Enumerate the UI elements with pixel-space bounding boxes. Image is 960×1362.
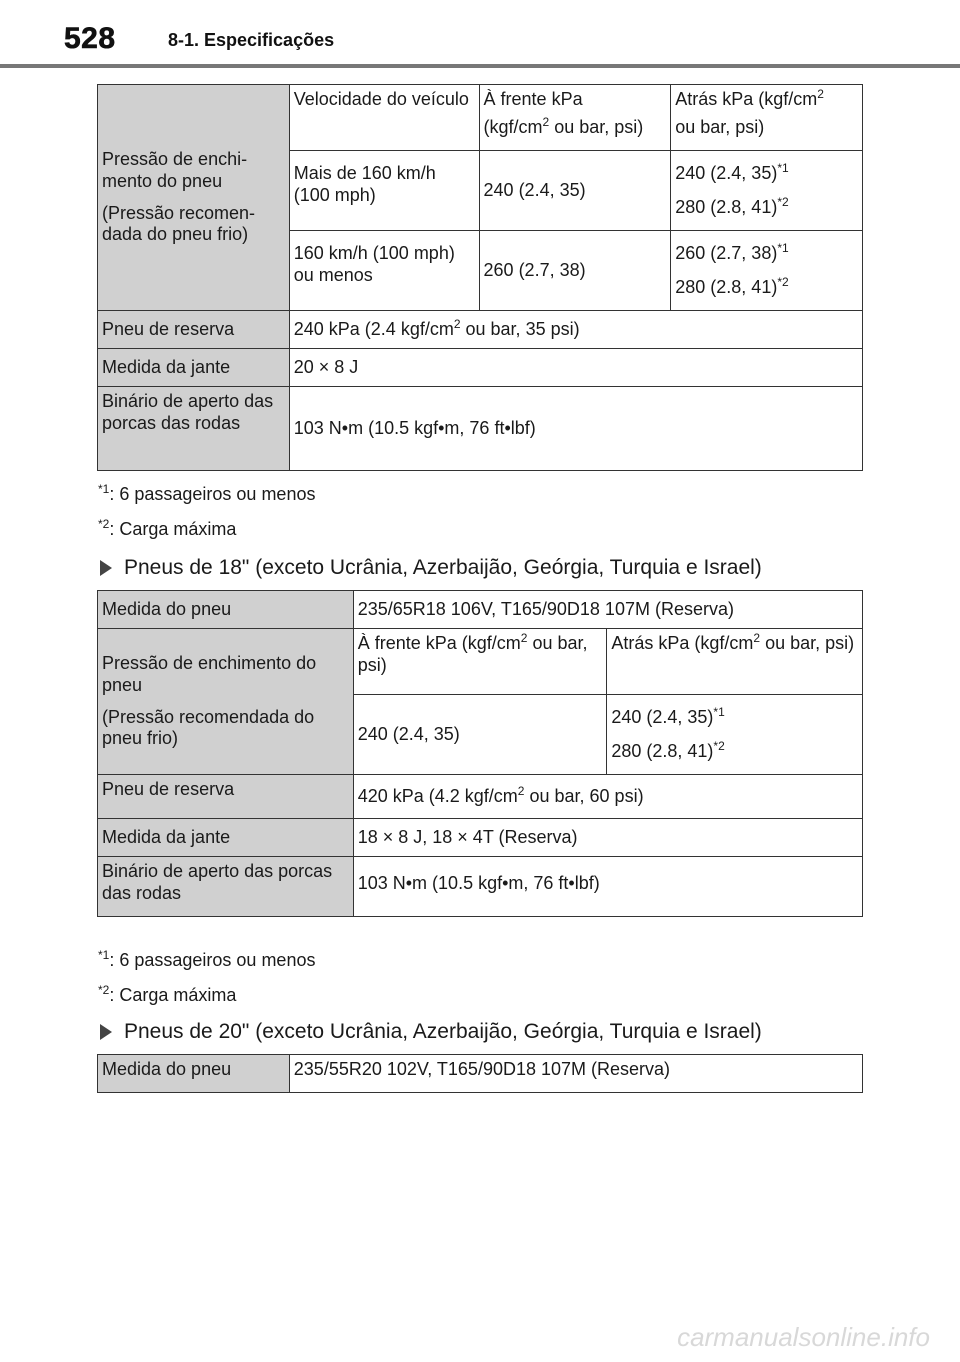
torque-value: 103 N•m (10.5 kgf•m, 76 ft•lbf) <box>289 387 862 471</box>
spare-label: Pneu de reserva <box>98 311 290 349</box>
speed-row2: 160 km/h (100 mph) ou menos <box>289 231 479 311</box>
speed-row1: Mais de 160 km/h (100 mph) <box>289 151 479 231</box>
watermark: carmanualsonline.info <box>677 1322 930 1352</box>
pressure-label-cell <box>98 85 290 311</box>
page-header <box>0 0 960 68</box>
pressure-label-cell: Pressão de enchimento do pneu (Pressão recomendada do pneu frio) <box>98 629 354 775</box>
footnote-3: $^{*1}$: 6 passageiros ou menos <box>98 948 316 970</box>
rim-value: 20 × 8 J <box>289 349 862 387</box>
spare-value: 420 kPa (4.2 kgf/$cm^2$ ou bar, 60 psi) <box>353 775 862 819</box>
footnote-1: $^{*1}$: 6 passageiros ou menos <box>98 482 316 504</box>
footnote-4: $^{*2}$: Carga máxima <box>98 983 237 1005</box>
footnote-2: $^{*2}$: Carga máxima <box>98 517 237 539</box>
pressure-label-main: Pressão de enchi-mento do pneu <box>102 148 248 191</box>
rim-value: 18 × 8 J, 18 × 4T (Reserva) <box>353 819 862 857</box>
tire-spec-table-3 <box>97 1054 863 1093</box>
header-rule <box>0 64 960 68</box>
front-header: À frente kPa ($kgf/cm^2$ ou bar, psi) <box>353 629 607 695</box>
rear-row2: 260 (2.7, 38)$^{*1}$ 280 (2.8, 41)$^{*2}$ <box>671 231 863 311</box>
speed-header: Velocidade do veículo <box>289 85 479 151</box>
rear-header: Atrás kPa ($kgf/cm^2$ ou bar, psi) <box>607 629 863 695</box>
pressure-label-sub: (Pressão recomen-dada do pneu frio) <box>102 202 256 245</box>
heading-20-inch: Pneus de 20" (exceto Ucrânia, Azerbaijão, Geórgia, Turquia e Israel) <box>100 1020 762 1044</box>
front-header: À frente kPa ($kgf/cm^2$ ou bar, psi) <box>479 85 671 151</box>
page-number: 528 <box>64 22 116 55</box>
rear-value: 240 (2.4, 35)$^{*1}$ 280 (2.8, 41)$^{*2}$ <box>607 695 863 775</box>
rim-label: Medida da jante <box>98 819 354 857</box>
rear-header: Atrás kPa ($kgf/cm^2$ ou bar, psi) <box>671 85 863 151</box>
heading-18-inch: Pneus de 18" (exceto Ucrânia, Azerbaijão, Geórgia, Turquia e Israel) <box>100 556 762 580</box>
torque-label: Binário de aperto das porcas das rodas <box>98 387 290 471</box>
triangle-bullet-icon <box>100 1024 112 1040</box>
torque-value: 103 N•m (10.5 kgf•m, 76 ft•lbf) <box>353 857 862 917</box>
size-label: Medida do pneu <box>98 591 354 629</box>
torque-label: Binário de aperto das porcas das rodas <box>98 857 354 917</box>
triangle-bullet-icon <box>100 560 112 576</box>
front-row2: 260 (2.7, 38) <box>479 231 671 311</box>
tire-spec-table-2 <box>97 590 863 917</box>
size-value: 235/55R20 102V, T165/90D18 107M (Reserva) <box>289 1055 862 1093</box>
front-row1: 240 (2.4, 35) <box>479 151 671 231</box>
tire-spec-table-1 <box>97 84 863 471</box>
rear-row1: 240 (2.4, 35)$^{*1}$ 280 (2.8, 41)$^{*2}$ <box>671 151 863 231</box>
spare-label: Pneu de reserva <box>98 775 354 819</box>
section-title: 8-1. Especificações <box>168 30 335 50</box>
size-label: Medida do pneu <box>98 1055 290 1093</box>
rim-label: Medida da jante <box>98 349 290 387</box>
size-value: 235/65R18 106V, T165/90D18 107M (Reserva) <box>353 591 862 629</box>
spare-value: 240 kPa (2.4 kgf/$cm^2$ ou bar, 35 psi) <box>289 311 862 349</box>
front-value: 240 (2.4, 35) <box>353 695 607 775</box>
